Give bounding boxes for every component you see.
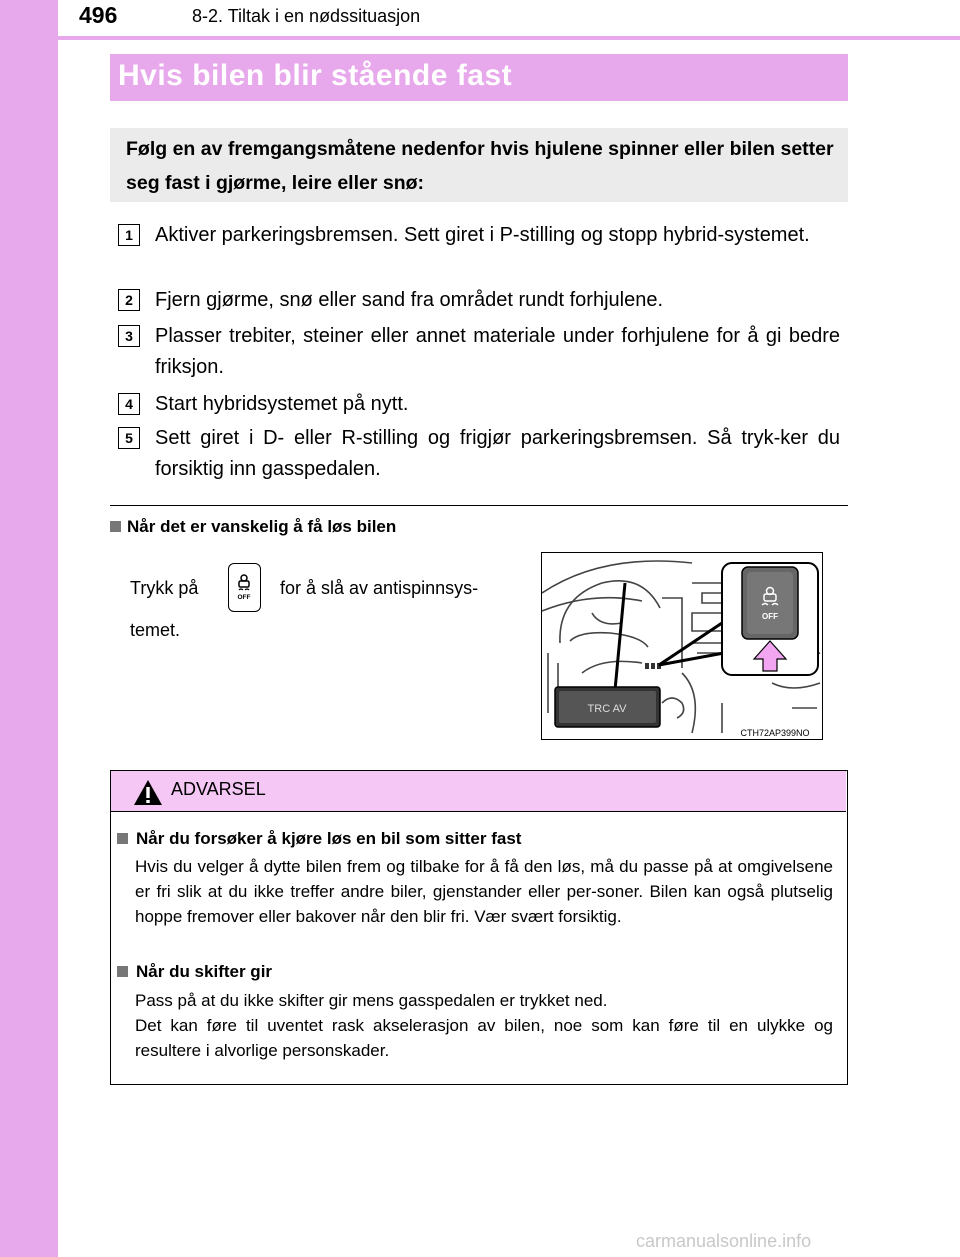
trc-off-switch-icon <box>228 563 261 612</box>
warning-item-heading <box>117 829 521 849</box>
watermark: carmanualsonline.info <box>636 1231 812 1251</box>
section-title-bar <box>110 54 848 101</box>
subsection-heading-text: Når det er vanskelig å få løs bilen <box>127 517 397 536</box>
bullet-square-icon <box>117 966 128 977</box>
warning-item-text: Hvis du velger å dytte bilen frem og tilbake for å få den løs, må du passe på at omgivelsene er fri slik at du ikke treffer andre biler, gjenstander eller per-soner. Bilen kan også plutselig hoppe fremover eller bakover når den blir fri. Vær svært forsiktig. <box>135 857 833 926</box>
warning-header <box>111 771 846 812</box>
step-text: Fjern gjørme, snø eller sand fra området rundt forhjulene. <box>155 289 663 311</box>
warning-triangle-icon <box>133 779 163 806</box>
section-title: Hvis bilen blir stående fast <box>118 59 513 92</box>
intro-text: Følg en av fremgangsmåtene nedenfor hvis hjulene spinner eller bilen setter seg fast i gjørme, leire eller snø: <box>126 138 834 194</box>
bullet-square-icon <box>110 521 121 532</box>
step-text: Plasser trebiter, steiner eller annet materiale under forhjulene for å gi bedre friksjon. <box>155 325 840 378</box>
warning-item-heading-text: Når du forsøker å kjøre løs en bil som sitter fast <box>136 829 522 848</box>
step-number: 2 <box>118 289 140 311</box>
warning-item-heading-text: Når du skifter gir <box>136 962 273 981</box>
dashboard-illustration <box>541 552 823 740</box>
intro-box <box>110 128 848 202</box>
trc-display-label: TRC AV <box>587 703 627 715</box>
subsection-heading <box>110 517 396 537</box>
page-number: 496 <box>79 2 118 28</box>
step-text: Start hybridsystemet på nytt. <box>155 393 409 415</box>
step-number: 4 <box>118 393 140 415</box>
step-number: 5 <box>118 427 140 449</box>
step-text: Sett giret i D- eller R-stilling og frigjør parkeringsbremsen. Så tryk-ker du forsiktig inn gasspedalen. <box>155 427 840 480</box>
bullet-square-icon <box>117 833 128 844</box>
warning-item-text: Det kan føre til uventet rask akselerasjon av bilen, noe som kan føre til en ulykke og resultere i alvorlige personskader. <box>135 1016 833 1060</box>
header-rule <box>58 36 960 40</box>
figure-code: CTH72AP399NO <box>740 728 810 738</box>
instruction-text-continued: temet. <box>130 620 181 640</box>
side-tab <box>0 0 58 1257</box>
step-number: 1 <box>118 224 140 246</box>
step-text: Aktiver parkeringsbremsen. Sett giret i P-stilling og stopp hybrid-systemet. <box>155 224 810 246</box>
warning-title: ADVARSEL <box>171 779 266 799</box>
switch-off-label: OFF <box>237 594 251 601</box>
section-divider <box>110 505 848 506</box>
figure-switch-label: OFF <box>762 612 778 621</box>
step-number: 3 <box>118 325 140 347</box>
warning-item-heading <box>117 962 272 982</box>
warning-box <box>110 770 848 1085</box>
instruction-text-start: Trykk på <box>130 578 199 598</box>
instruction-text-end: for å slå av antispinnsys- <box>280 578 479 598</box>
chapter-title: 8-2. Tiltak i en nødssituasjon <box>192 6 421 26</box>
warning-item-text: Pass på at du ikke skifter gir mens gasspedalen er trykket ned. <box>135 991 608 1010</box>
